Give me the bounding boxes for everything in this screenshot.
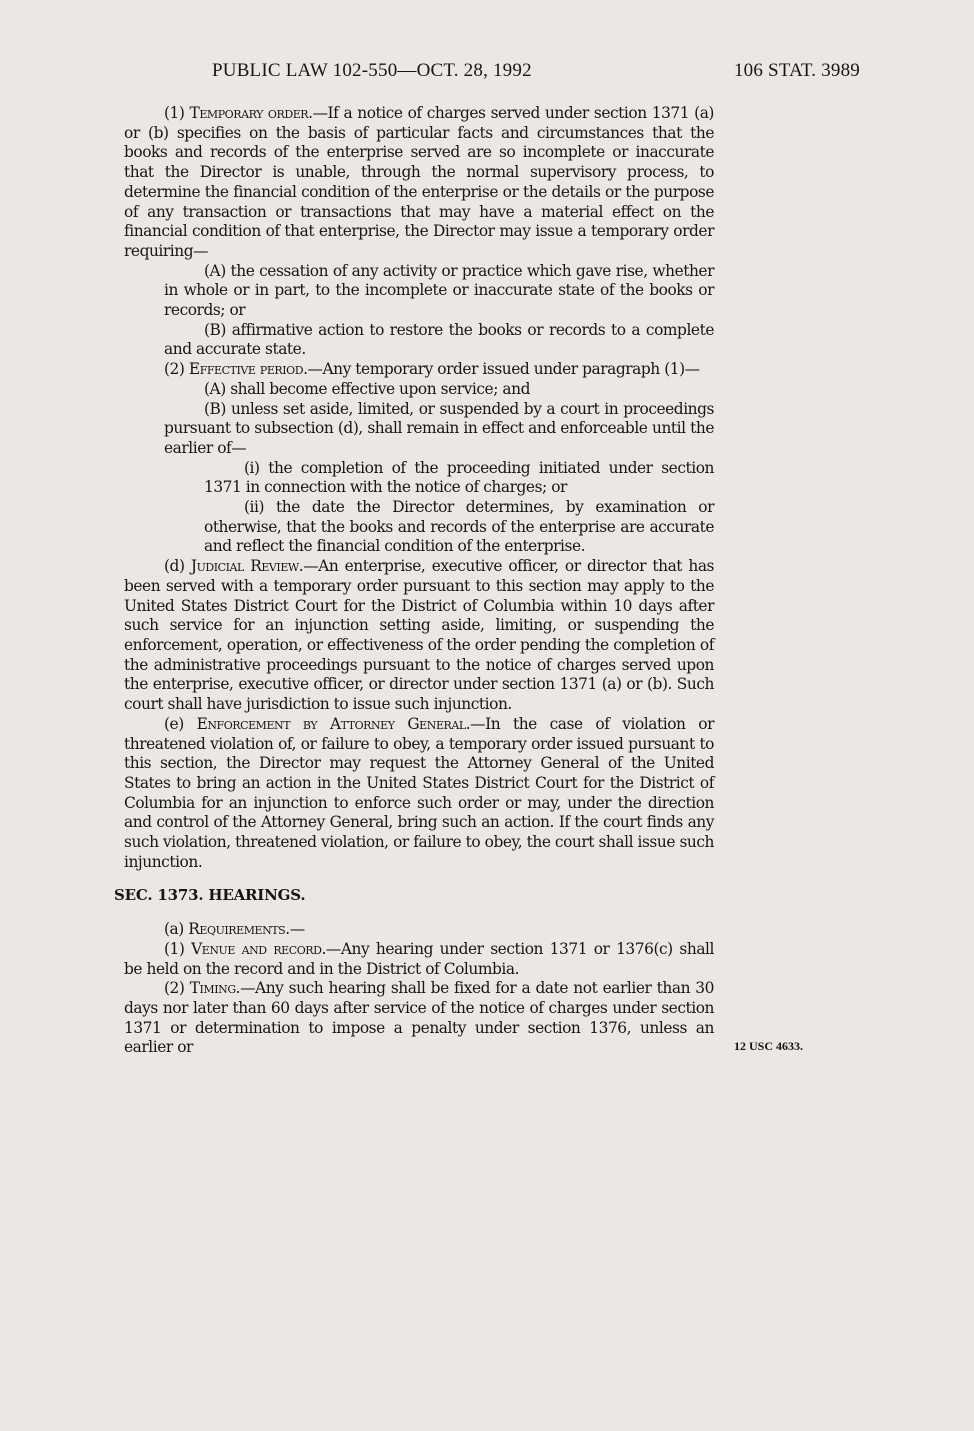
paragraph-heading: Venue and record bbox=[191, 939, 322, 958]
paragraph-heading: Effective period bbox=[188, 360, 304, 379]
subsection-heading: Requirements bbox=[188, 920, 286, 939]
subparagraph-1A: (A) the cessation of any activity or practice which gave rise, whether in whole or in part, to the incomplete or inaccurate state of the books or records; or bbox=[164, 261, 714, 320]
subsection-d-judicial-review: (d) Judicial Review.—An enterprise, executive officer, or director that has been served with a temporary order pursuant to this section may apply to the United States District Court for the District of Columbia within 10 days after such service for an injunction setting aside, limiting, or suspending the enforcement, operation, or effectiveness of the order pending the completion of the administrative proceedings pursuant to the notice of charges served upon the enterprise, executive officer, or director under section 1371 (a) or (b). Such court shall have jurisdiction to issue such injunction. bbox=[124, 557, 714, 714]
clause-2B-ii: (ii) the date the Director determines, by examination or otherwise, that the books and records of the enterprise are accurate and reflect the financial condition of the enterprise. bbox=[204, 498, 714, 556]
paragraph-1-temporary-order: (1) Temporary order.—If a notice of charges served under section 1371 (a) or (b) specifies on the basis of particular facts and circumstances that the books and records of the enterprise served are so incomplete or inaccurate that the Director is unable, through the normal supervisory process, to determine the financial condition of the enterprise or the details or the purpose of any transaction or transactions that may have a material effect on the financial condition of that enterprise, the Director may issue a temporary order requiring— bbox=[124, 104, 714, 260]
subparagraph-2A: (A) shall become effective upon service; and bbox=[204, 379, 530, 398]
paragraph-2-effective-period: (2) Effective period.—Any temporary order issued under paragraph (1)— bbox=[164, 360, 700, 379]
paragraph-heading: Timing bbox=[189, 979, 236, 998]
paragraph-a1-venue: (1) Venue and record.—Any hearing under section 1371 or 1376(c) shall be held on the record and in the District of Columbia. bbox=[124, 939, 714, 978]
subparagraph-1B: (B) affirmative action to restore the books or records to a complete and accurate state. bbox=[164, 320, 714, 359]
subsection-a-requirements: (a) Requirements.— bbox=[164, 920, 305, 939]
subsection-e-enforcement: (e) Enforcement by Attorney General.—In the case of violation or threatened violation of, or failure to obey, a temporary order issued pursuant to this section, the Director may request the Attorney General of the United States to bring an action in the United States District Court for the District of Columbia for an injunction to enforce such order or may, under the direction and control of the Attorney General, bring such an action. If the court finds any such violation, threatened violation, or failure to obey, the court shall issue such injunction. bbox=[124, 714, 714, 871]
subparagraph-2B: (B) unless set aside, limited, or suspended by a court in proceedings pursuant to subsection (d), shall remain in effect and enforceable until the earlier of— bbox=[164, 399, 714, 457]
clause-2B-i: (i) the completion of the proceeding initiated under section 1371 in connection with the notice of charges; or bbox=[204, 458, 714, 497]
subsection-heading: Enforcement by Attorney General bbox=[196, 714, 466, 733]
paragraph-a2-timing: (2) Timing.—Any such hearing shall be fixed for a date not earlier than 30 days nor later than 60 days after service of the notice of charges under section 1371 or determination to impose a penalty under section 1376, unless an earlier or bbox=[124, 979, 714, 1057]
header-law-citation: PUBLIC LAW 102-550—OCT. 28, 1992 bbox=[212, 60, 532, 81]
header-statute-page: 106 STAT. 3989 bbox=[733, 60, 860, 81]
subsection-heading: Judicial Review bbox=[190, 557, 299, 576]
document-body bbox=[114, 104, 714, 1058]
margin-note-usc: 12 USC 4633. bbox=[734, 1039, 804, 1053]
section-1373-heading: SEC. 1373. HEARINGS. bbox=[114, 886, 306, 905]
paragraph-heading: Temporary order bbox=[189, 104, 309, 122]
